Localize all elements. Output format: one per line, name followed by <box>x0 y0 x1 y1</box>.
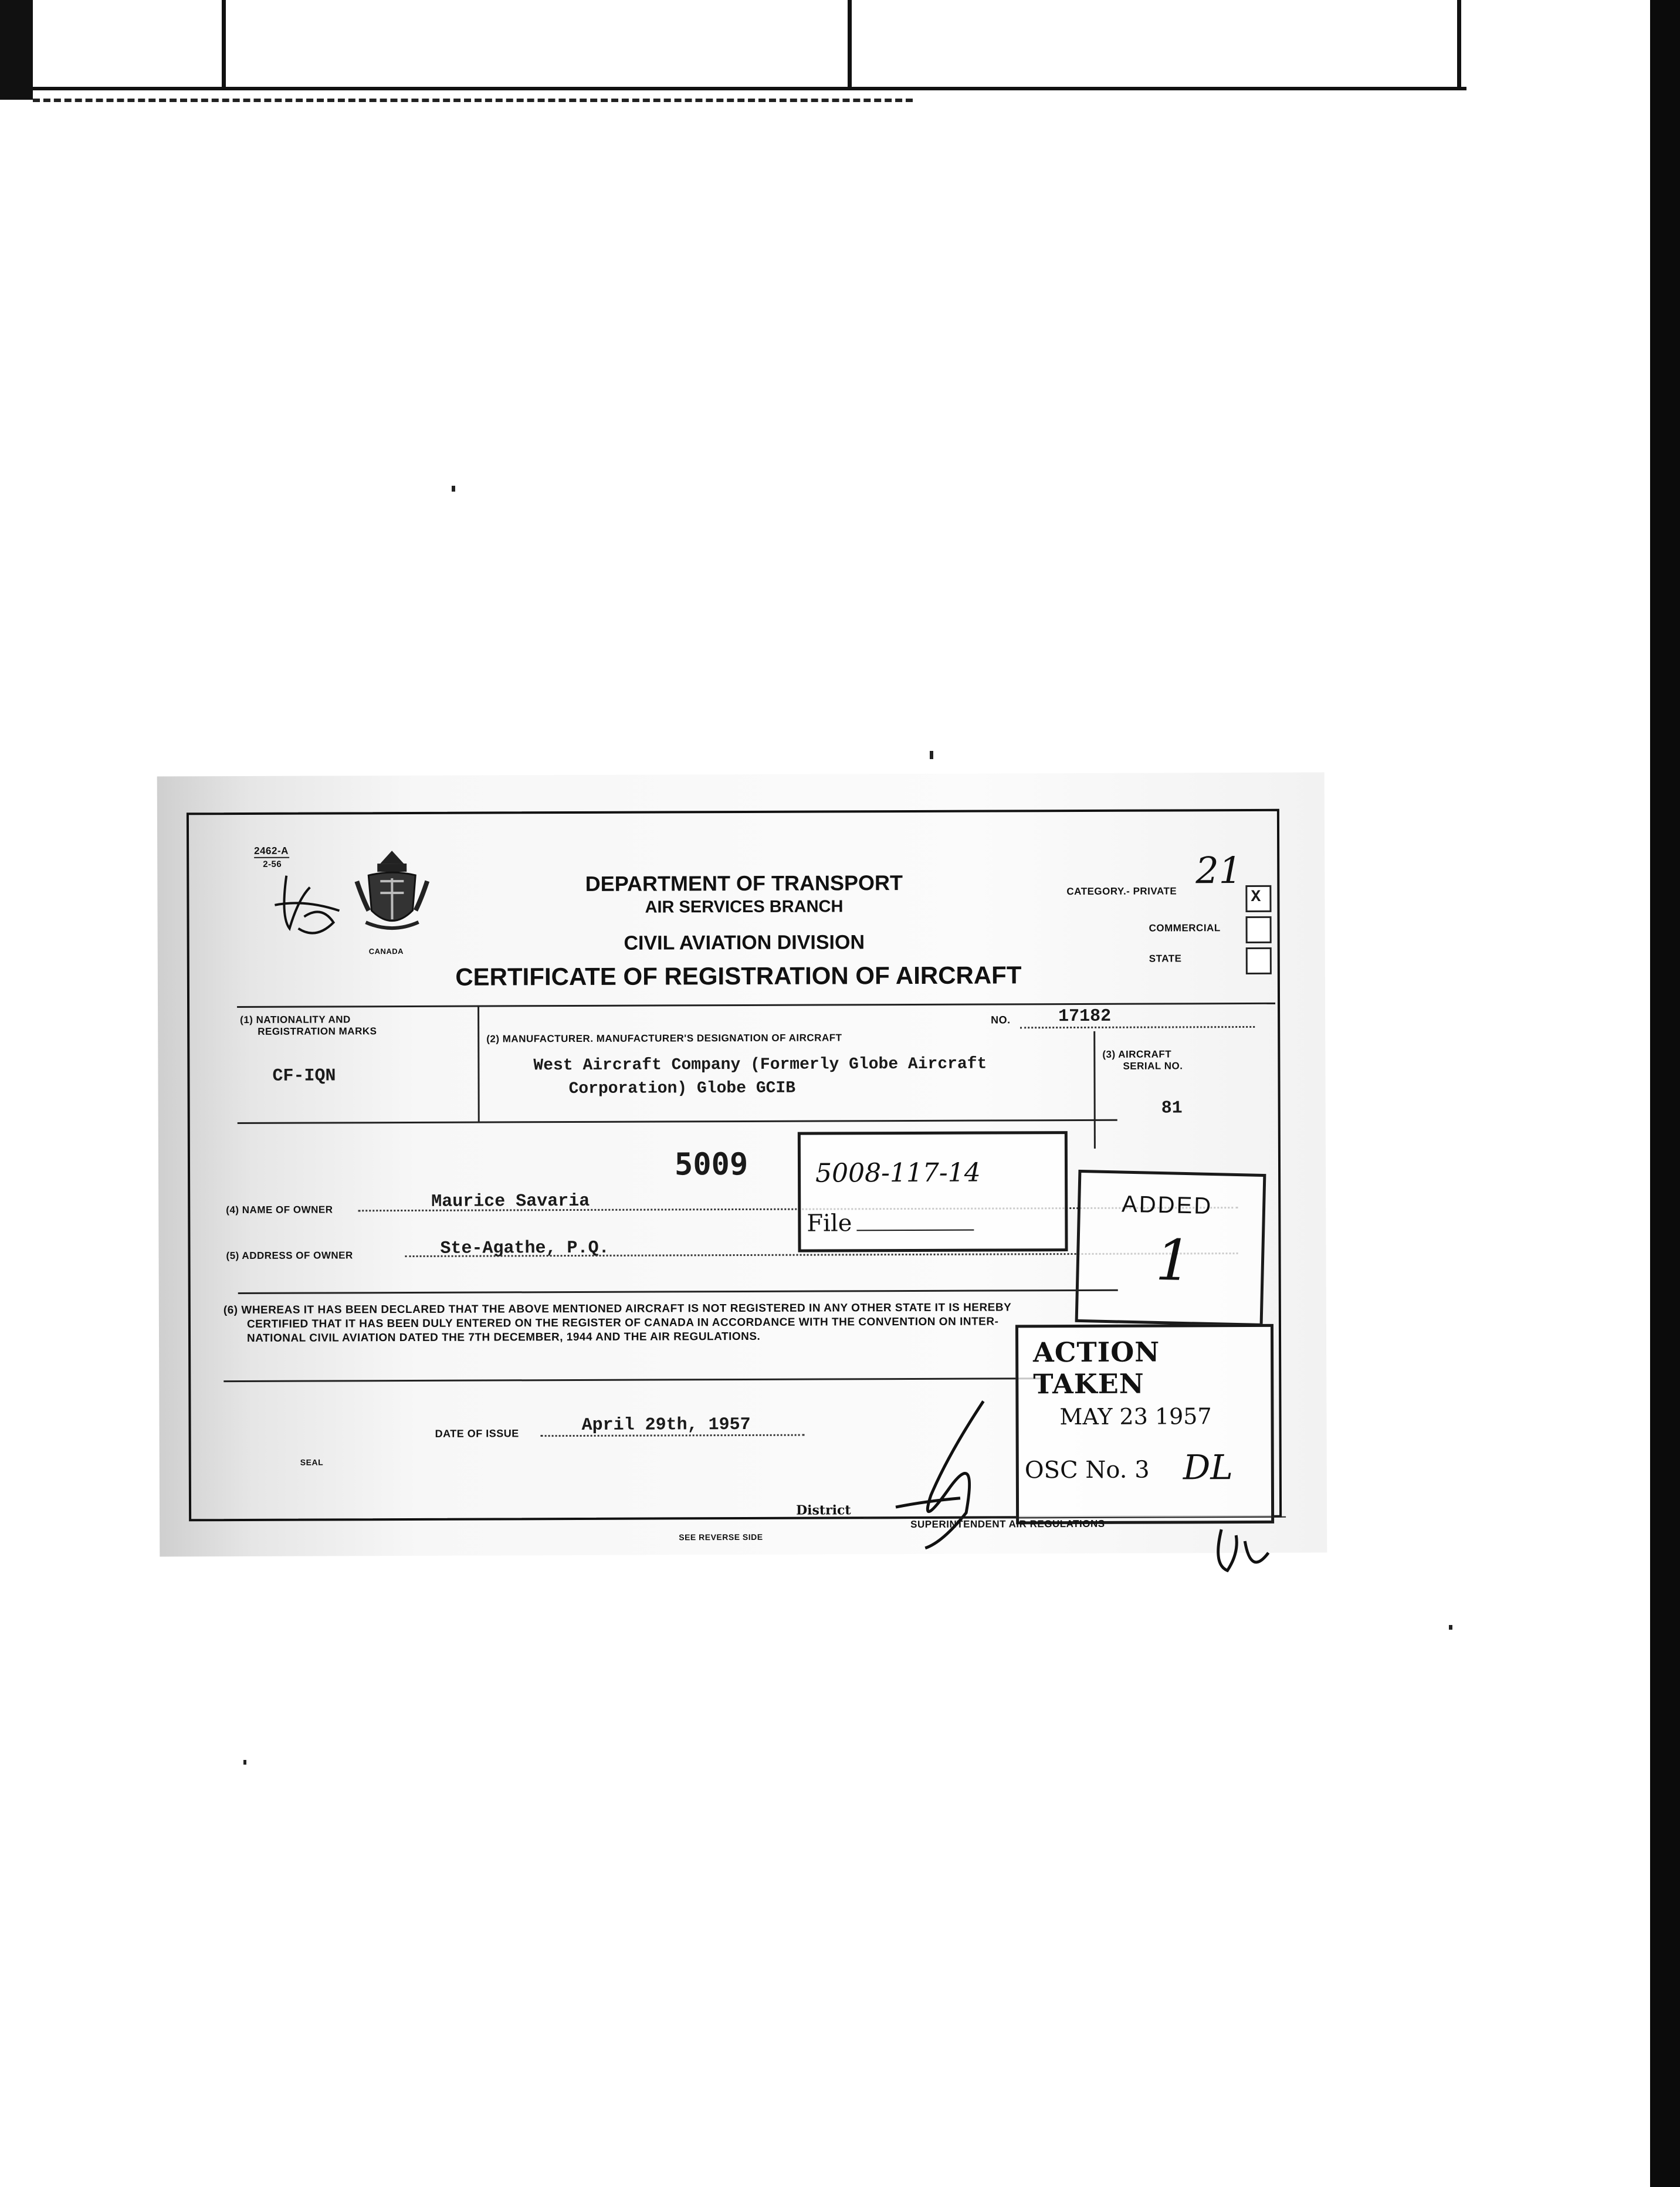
binder-strip-divider <box>1457 0 1461 88</box>
binder-strip-divider <box>222 0 226 88</box>
scan-speck <box>243 1760 246 1765</box>
canadian-coat-of-arms-icon <box>354 846 431 946</box>
serial-number-value: 81 <box>1161 1098 1183 1119</box>
binder-strip <box>0 0 1680 91</box>
manufacturer-value-line1: West Aircraft Company (Formerly Globe Aircraft <box>533 1055 987 1075</box>
field3-label-line1: (3) AIRCRAFT <box>1102 1048 1172 1060</box>
scan-speck <box>1449 1625 1452 1630</box>
signature-district-label: District <box>796 1502 851 1518</box>
owner-name-value: Maurice Savaria <box>431 1191 590 1212</box>
scan-speck <box>930 751 933 759</box>
see-reverse-side-label: SEE REVERSE SIDE <box>679 1532 763 1542</box>
added-stamp-count: 1 <box>1154 1227 1193 1294</box>
action-taken-stamp <box>1015 1324 1274 1525</box>
declaration-line1: (6) WHEREAS IT HAS BEEN DECLARED THAT THE ABOVE MENTIONED AIRCRAFT IS NOT REGISTERED IN ANY OTHER STATE IT IS HEREBY <box>223 1301 1012 1317</box>
certificate-title: CERTIFICATE OF REGISTRATION OF AIRCRAFT <box>455 961 1022 991</box>
field2-label: (2) MANUFACTURER. MANUFACTURER'S DESIGNATION OF AIRCRAFT <box>486 1032 842 1045</box>
category-state-label: STATE <box>1149 953 1182 964</box>
binder-strip-divider <box>848 0 852 88</box>
handwritten-initials-bottom <box>1204 1518 1280 1582</box>
binder-strip-bottom-line <box>33 87 1466 90</box>
department-heading: DEPARTMENT OF TRANSPORT <box>585 871 903 896</box>
date-of-issue-value: April 29th, 1957 <box>581 1414 751 1436</box>
field1-label-line1: (1) NATIONALITY AND <box>240 1014 351 1025</box>
declaration-line2: CERTIFIED THAT IT HAS BEEN DULY ENTERED ON THE REGISTER OF CANADA IN ACCORDANCE WITH THE CONVENTION ON INTER- <box>246 1315 999 1331</box>
handwritten-initials-scribble <box>263 864 357 952</box>
added-stamp-label: ADDED <box>1121 1191 1213 1220</box>
signature-caption: SUPERINTENDENT AIR REGULATIONS <box>910 1518 1105 1531</box>
seal-label: SEAL <box>300 1457 324 1467</box>
category-label: CATEGORY.- PRIVATE <box>1066 885 1177 898</box>
category-private-checkbox[interactable] <box>1245 885 1271 912</box>
file-stamp-label: File <box>807 1210 852 1237</box>
scan-speck <box>452 486 455 492</box>
registration-certificate <box>157 773 1327 1557</box>
page-right-edge <box>1650 0 1680 2187</box>
manufacturer-value-line2: Corporation) Globe GCIB <box>568 1079 796 1099</box>
action-taken-initials: DL <box>1183 1447 1233 1488</box>
form-date: 2-56 <box>263 859 282 869</box>
field4-label: (4) NAME OF OWNER <box>226 1204 333 1216</box>
registration-marks-value: CF-IQN <box>272 1066 336 1086</box>
action-taken-title: ACTION TAKEN <box>1033 1336 1160 1400</box>
division-heading: CIVIL AVIATION DIVISION <box>624 931 865 954</box>
number-label: NO. <box>991 1014 1011 1026</box>
added-stamp <box>1075 1170 1266 1326</box>
form-number-rule <box>254 857 289 858</box>
file-stamp-line <box>856 1230 974 1231</box>
superintendent-signature <box>860 1395 1013 1560</box>
category-commercial-checkbox[interactable] <box>1246 916 1272 943</box>
handwritten-page-number: 21 <box>1195 849 1242 892</box>
certificate-number: 17182 <box>1058 1006 1112 1027</box>
osc-number: OSC No. 3 <box>1024 1456 1150 1484</box>
field1-label-line2: REGISTRATION MARKS <box>258 1025 377 1037</box>
category-commercial-label: COMMERCIAL <box>1149 922 1221 934</box>
category-state-checkbox[interactable] <box>1246 947 1272 974</box>
file-number-stamp <box>798 1131 1068 1252</box>
branch-heading: AIR SERVICES BRANCH <box>645 897 844 917</box>
binder-strip-left-edge <box>0 0 33 100</box>
action-taken-date: MAY 23 1957 <box>1059 1403 1212 1430</box>
date-of-issue-label: DATE OF ISSUE <box>435 1427 519 1440</box>
form-number: 2462-A <box>254 845 289 856</box>
checkbox-x-mark: X <box>1251 888 1261 906</box>
binder-strip-perforation <box>33 99 913 102</box>
declaration-line3: NATIONAL CIVIL AVIATION DATED THE 7TH DECEMBER, 1944 AND THE AIR REGULATIONS. <box>246 1330 761 1345</box>
page-left-margin <box>0 0 33 2187</box>
stamp-number: 5009 <box>674 1146 748 1183</box>
file-number-handwritten: 5008-117-14 <box>815 1157 981 1189</box>
field3-label-line2: SERIAL NO. <box>1123 1060 1183 1072</box>
field5-label: (5) ADDRESS OF OWNER <box>226 1250 353 1262</box>
owner-address-value: Ste-Agathe, P.Q. <box>440 1238 609 1259</box>
crest-country-label: CANADA <box>368 947 404 956</box>
